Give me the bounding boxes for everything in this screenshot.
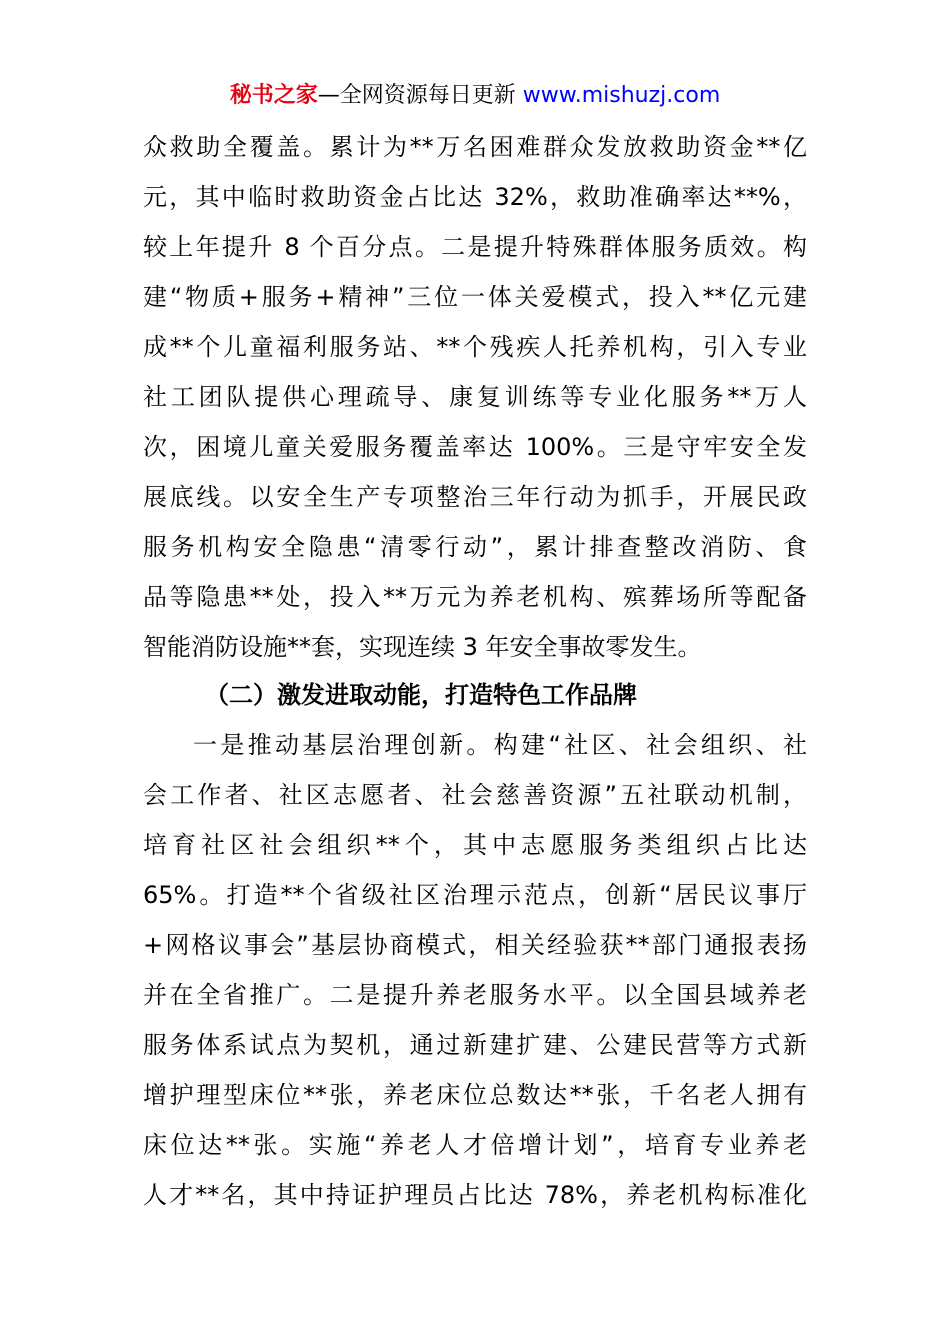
paragraph-line: 床位达**张。实施“养老人才倍增计划”，培育专业养老 (143, 1131, 807, 1159)
paragraph-line: 品等隐患**处，投入**万元为养老机构、殡葬场所等配备 (143, 583, 807, 611)
paragraph-line: 较上年提升 8 个百分点。二是提升特殊群体服务质效。构 (143, 233, 807, 261)
paragraph-line: 服务体系试点为契机，通过新建扩建、公建民营等方式新 (143, 1031, 807, 1059)
site-url[interactable]: www.mishuzj.com (522, 83, 721, 108)
paragraph-line: 建“物质+服务+精神”三位一体关爱模式，投入**亿元建 (143, 283, 807, 311)
brand-name: 秘书之家 (229, 83, 318, 108)
paragraph-line: 服务机构安全隐患“清零行动”，累计排查整改消防、食 (143, 533, 807, 561)
page-header (0, 80, 950, 112)
paragraph-line: 元，其中临时救助资金占比达 32%，救助准确率达**%， (143, 183, 807, 211)
paragraph-line: 人才**名，其中持证护理员占比达 78%，养老机构标准化 (143, 1181, 807, 1209)
paragraph-line: 会工作者、社区志愿者、社会慈善资源”五社联动机制， (143, 781, 807, 809)
paragraph-line: 增护理型床位**张，养老床位总数达**张，千名老人拥有 (143, 1081, 807, 1109)
paragraph-line: +网格议事会”基层协商模式，相关经验获**部门通报表扬 (143, 931, 807, 959)
paragraph-line: 智能消防设施**套，实现连续 3 年安全事故零发生。 (143, 633, 702, 661)
paragraph-line: 众救助全覆盖。累计为**万名困难群众发放救助资金**亿 (143, 133, 807, 161)
paragraph-line: 一是推动基层治理创新。构建“社区、社会组织、社 (193, 731, 807, 759)
paragraph-line: 并在全省推广。二是提升养老服务水平。以全国县域养老 (143, 981, 807, 1009)
paragraph-line: 成**个儿童福利服务站、**个残疾人托养机构，引入专业 (143, 333, 807, 361)
header-tagline: —全网资源每日更新 (317, 83, 523, 108)
paragraph-line: 次，困境儿童关爱服务覆盖率达 100%。三是守牢安全发 (143, 433, 807, 461)
paragraph-line: 展底线。以安全生产专项整治三年行动为抓手，开展民政 (143, 483, 807, 511)
paragraph-line: 社工团队提供心理疏导、康复训练等专业化服务**万人 (143, 383, 807, 411)
paragraph-line: 65%。打造**个省级社区治理示范点，创新“居民议事厅 (143, 881, 807, 909)
section-heading: （二）激发进取动能，打造特色工作品牌 (205, 681, 637, 709)
paragraph-line: 培育社区社会组织**个，其中志愿服务类组织占比达 (143, 831, 807, 859)
